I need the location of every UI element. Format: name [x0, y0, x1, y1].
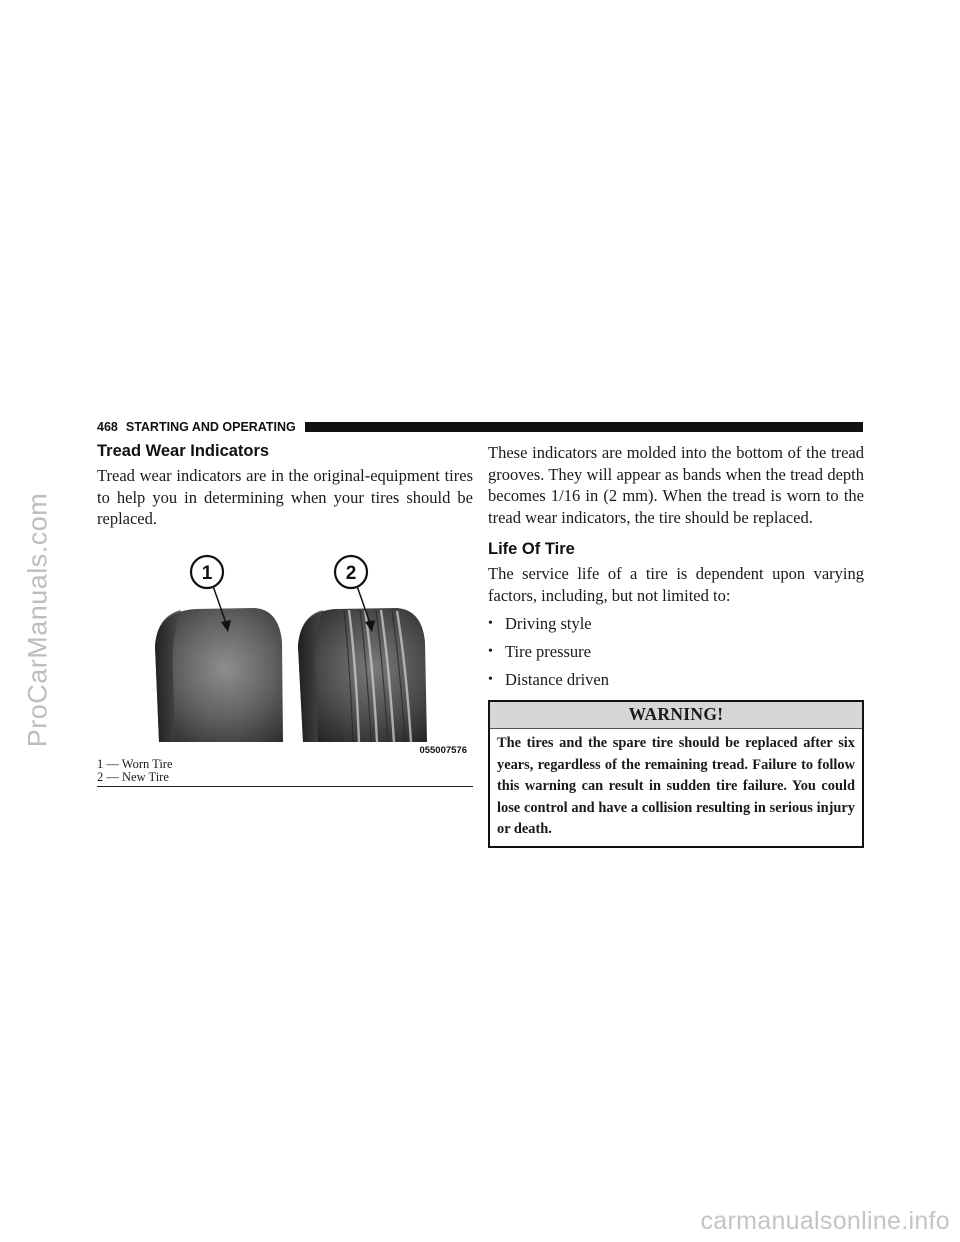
callout-2-label: 2 [345, 563, 357, 585]
worn-tire-shape [155, 608, 283, 742]
tires-illustration [97, 546, 473, 758]
new-tire-shape [298, 608, 427, 742]
warning-text: The tires and the spare tire should be replaced after six years, regardless of the remaining tread. Failure to follow this warning can result in sudden tire failure. You could lose control and have a collision resulting in serious injury or death. [497, 735, 855, 838]
page-number: 468 [97, 420, 118, 434]
caption-worn-tire: 1 — Worn Tire [97, 757, 173, 772]
factor-tire-pressure: Tire pressure [505, 642, 592, 662]
caption-new-tire: 2 — New Tire [97, 770, 169, 785]
list-item [488, 613, 864, 634]
tread-wear-heading: Tread Wear Indicators [97, 442, 270, 460]
factors-list [488, 613, 864, 690]
list-item [488, 669, 864, 690]
page-header [97, 419, 863, 435]
right-column [488, 442, 864, 848]
list-item [488, 641, 864, 662]
site-watermark-bottom: carmanualsonline.info [700, 1207, 950, 1235]
bullet-icon: • [488, 616, 493, 632]
tread-wear-continued-paragraph: These indicators are molded into the bottom of the tread grooves. They will appear as bands when the tread depth becomes 1/16 in (2 mm). When the tread is worn to the tread wear indicators, the tire should be replaced. [488, 443, 864, 528]
header-rule [305, 422, 863, 432]
figure-captions [97, 758, 473, 787]
life-of-tire-heading: Life Of Tire [488, 539, 575, 558]
life-of-tire-paragraph: The service life of a tire is dependent upon varying factors, including, but not limited to: [488, 563, 864, 605]
site-watermark-vertical: ProCarManuals.com [22, 492, 53, 748]
bullet-icon: • [488, 644, 493, 660]
warning-box [488, 700, 864, 848]
section-title: STARTING AND OPERATING [125, 420, 296, 434]
warning-title: WARNING! [490, 702, 862, 729]
tread-wear-paragraph: Tread wear indicators are in the original-equipment tires to help you in determining when your tires should be replaced. [97, 466, 473, 529]
left-column [97, 442, 473, 787]
factor-distance-driven: Distance driven [505, 670, 610, 690]
figure-code: 055007576 [419, 745, 467, 757]
factor-driving-style: Driving style [505, 614, 592, 634]
bullet-icon: • [488, 672, 493, 688]
callout-1-label: 1 [201, 563, 213, 585]
tire-figure [97, 546, 473, 758]
